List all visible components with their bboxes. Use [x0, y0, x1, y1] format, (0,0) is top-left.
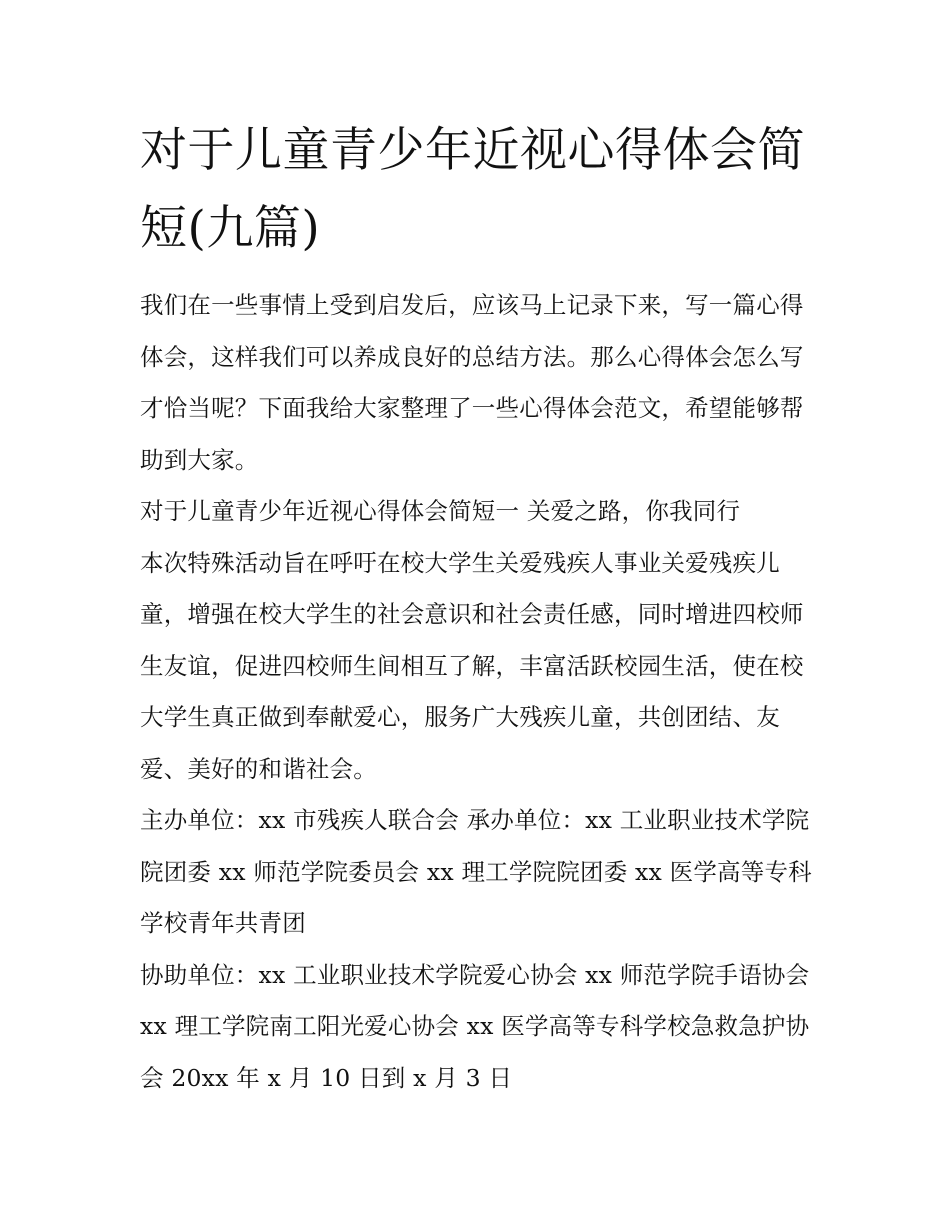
intro-paragraph: 我们在一些事情上受到启发后，应该马上记录下来，写一篇心得体会，这样我们可以养成良好的总结方法。那么心得体会怎么写才恰当呢？下面我给大家整理了一些心得体会范文，希望能够帮助到大家。	[140, 291, 804, 474]
organizers-paragraph: 主办单位：xx 市残疾人联合会 承办单位：xx 工业职业技术学院院团委 xx 师范学院委员会 xx 理工学院院团委 xx 医学高等专科学校青年共青团	[140, 806, 812, 937]
document-title: 对于儿童青少年近视心得体会简短(九篇)	[140, 123, 805, 256]
document-body	[140, 112, 816, 1104]
assisting-units-paragraph: 协助单位：xx 工业职业技术学院爱心协会 xx 师范学院手语协会 xx 理工学院南工阳光爱心协会 xx 医学高等专科学校急救急护协会 20xx 年 x 月 10 日到 x 月 3 日	[140, 960, 810, 1092]
activity-purpose-paragraph: 本次特殊活动旨在呼吁在校大学生关爱残疾人事业关爱残疾儿童，增强在校大学生的社会意识和社会责任感，同时增进四校师生友谊，促进四校师生间相互了解，丰富活跃校园生活，使在校大学生真正做到奉献爱心，服务广大残疾儿童，共创团结、友爱、美好的和谐社会。	[140, 548, 804, 783]
section-heading: 对于儿童青少年近视心得体会简短一 关爱之路，你我同行	[140, 497, 741, 525]
